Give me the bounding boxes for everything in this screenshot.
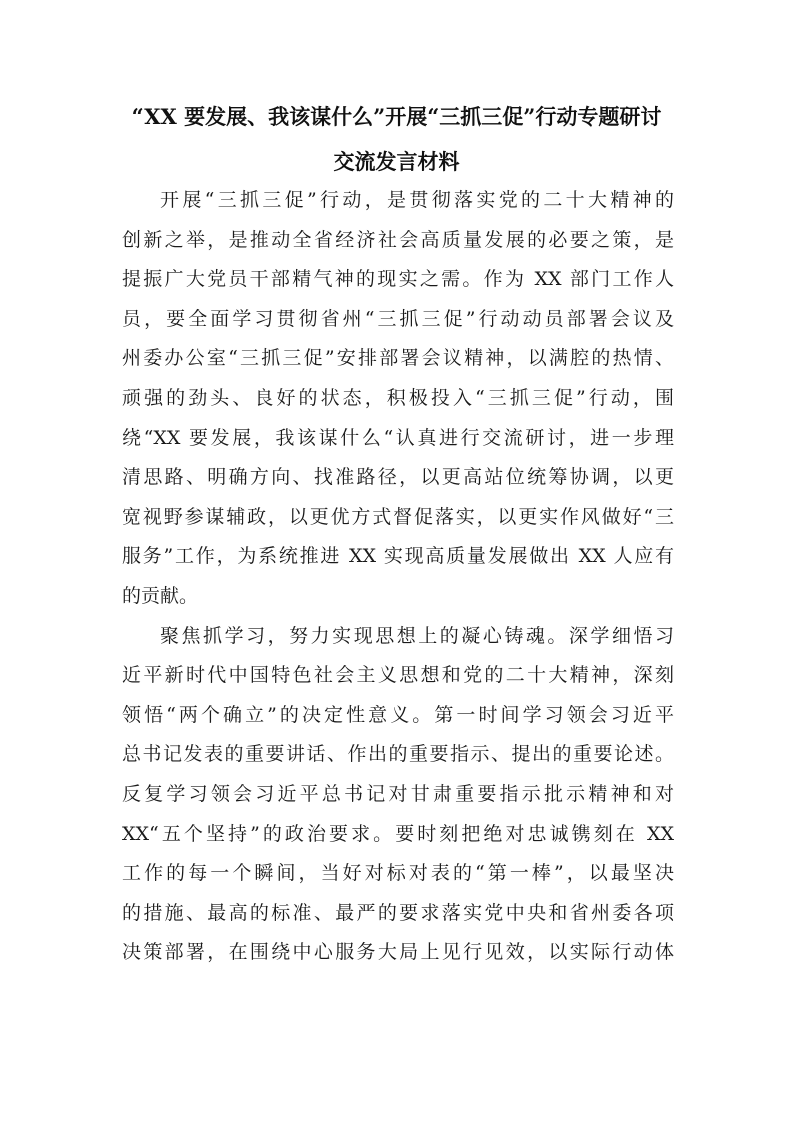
text-line: 州委办公室“三抓三促”安排部署会议精神，以满腔的热情、 (122, 347, 674, 370)
text-line: 的措施、最高的标准、最严的要求落实党中央和省州委各项 (122, 901, 674, 924)
text-line: 宽视野参谋辅政，以更优方式督促落实，以更实作风做好“三 (122, 505, 674, 528)
text-line: 员，要全面学习贯彻省州“三抓三促”行动动员部署会议及 (122, 307, 674, 330)
text-line: 工作的每一个瞬间，当好对标对表的“第一棒”，以最坚决 (122, 862, 674, 885)
document-title-line-1: “XX 要发展、我该谋什么”开展“三抓三促”行动专题研讨 (131, 104, 662, 129)
document-title-line-2: 交流发言材料 (333, 149, 460, 174)
text-line: 反复学习领会习近平总书记对甘肃重要指示批示精神和对 (122, 782, 674, 805)
text-line: 绕“XX 要发展，我该谋什么“认真进行交流研讨，进一步理 (122, 426, 674, 449)
text-line: 的贡献。 (122, 584, 199, 607)
document-body (122, 181, 674, 973)
text-line: 顽强的劲头、良好的状态，积极投入“三抓三促”行动，围 (122, 386, 674, 409)
text-line: 服务”工作，为系统推进 XX 实现高质量发展做出 XX 人应有 (122, 545, 674, 568)
text-line: XX“五个坚持”的政治要求。要时刻把绝对忠诚镌刻在 XX (122, 822, 674, 845)
text-line: 总书记发表的重要讲话、作出的重要指示、提出的重要论述。 (122, 743, 674, 766)
paragraph-1 (122, 181, 674, 617)
text-line: 领悟“两个确立”的决定性意义。第一时间学习领会习近平 (122, 703, 674, 726)
paragraph-2 (122, 617, 674, 973)
text-line: 近平新时代中国特色社会主义思想和党的二十大精神，深刻 (122, 664, 674, 687)
text-line: 聚焦抓学习，努力实现思想上的凝心铸魂。深学细悟习 (160, 624, 674, 647)
text-line: 开展“三抓三促”行动，是贯彻落实党的二十大精神的 (160, 189, 674, 211)
text-line: 提振广大党员干部精气神的现实之需。作为 XX 部门工作人 (122, 268, 674, 291)
text-line: 决策部署，在围绕中心服务大局上见行见效，以实际行动体 (122, 941, 674, 964)
text-line: 创新之举，是推动全省经济社会高质量发展的必要之策，是 (122, 228, 674, 251)
text-line: 清思路、明确方向、找准路径，以更高站位统筹协调，以更 (122, 466, 674, 489)
